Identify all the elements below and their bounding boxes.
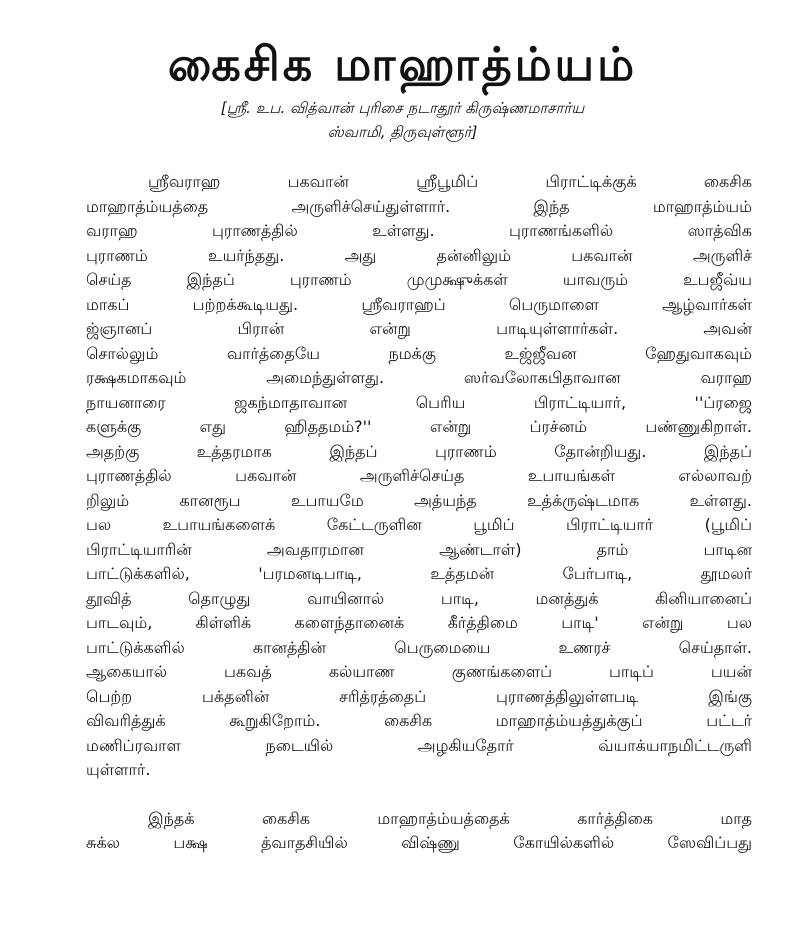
text-line: இந்தக் கைசிக மாஹாத்ம்யத்தைக் கார்த்திகை மாத: [148, 808, 752, 828]
text-line: பாட்டுக்களில் கானத்தின் பெருமையை உணரச் செய்தாள்.: [86, 637, 752, 657]
text-line: செய்த இந்தப் புராணம் முமுக்ஷுக்கள் யாவரும் உபஜீவ்ய: [86, 270, 752, 289]
article-body: [86, 170, 752, 856]
text-line: ஸ்ரீவராஹ பகவான் ஸ்ரீபூமிப் பிராட்டிக்குக் கைசிக: [148, 172, 752, 191]
text-line: விவரித்துக் கூறுகிறோம். கைசிக மாஹாத்ம்யத்துக்குப் பட்டர்: [86, 711, 752, 730]
text-line: தூவித் தொழுது வாயினால் பாடி, மனத்துக் கினியானைப்: [86, 588, 752, 608]
text-line: களுக்கு எது ஹிததமம்?'' என்று ப்ரச்னம் பண்ணுகிறாள்.: [86, 417, 752, 436]
text-line: மணிப்ரவாள நடையில் அழகியதோர் வ்யாக்யாநமிட்டருளி: [86, 735, 752, 755]
text-line: பெற்ற பக்தனின் சரித்ரத்தைப் புராணத்திலுள்ளபடி இங்கு: [86, 686, 752, 706]
text-line: பல உபாயங்களைக் கேட்டருளின பூமிப் பிராட்டியார் (பூமிப்: [86, 515, 752, 534]
byline-line-1: [ஸ்ரீ. உப. வித்வான் புரிசை நடாதூர் கிருஷ்ணமாசார்ய: [220, 99, 585, 117]
text-line: மாகப் பற்றக்கூடியது. ஸ்ரீவராஹப் பெருமாளை ஆழ்வார்கள்: [86, 294, 752, 314]
text-line: பாட்டுக்களில், 'பரமனடிபாடி, உத்தமன் பேர்பாடி, தூமலர்: [86, 564, 752, 583]
text-line: ரக்ஷகமாகவும் அமைந்துள்ளது. ஸர்வலோகபிதாவான வராஹ: [86, 368, 752, 387]
paragraph-spacer: [86, 783, 752, 807]
text-line: றிலும் கானரூப உபாயமே அத்யந்த உத்க்ருஷ்டமாக உள்ளது.: [86, 490, 752, 510]
text-line: பிராட்டியாரின் அவதாரமான ஆண்டாள்) தாம் பாடின: [86, 539, 752, 559]
text-line: நாயனாரை ஜகந்மாதாவான பெரிய பிராட்டியார், ''ப்ரஜை: [86, 392, 752, 412]
text-line: யுள்ளார்.: [86, 760, 151, 779]
author-byline: [0, 96, 805, 144]
text-line: அதற்கு உத்தரமாக இந்தப் புராணம் தோன்றியது. இந்தப்: [86, 441, 752, 461]
text-line: பாடவும், கிள்ளிக் களைந்தானைக் கீர்த்திமை பாடி' என்று பல: [86, 613, 752, 632]
article-title: கைசிக மாஹாத்ம்யம்: [167, 37, 638, 91]
text-line: ஜ்ஞானப் பிரான் என்று பாடியுள்ளார்கள். அவன்: [86, 319, 752, 338]
text-line: மாஹாத்ம்யத்தை அருளிச்செய்துள்ளார். இந்த மாஹாத்ம்யம்: [86, 196, 752, 216]
text-line: சுக்ல பக்ஷ த்வாதசியில் விஷ்ணு கோயில்களில் ஸேவிப்பது: [86, 833, 752, 852]
text-line: புராணத்தில் பகவான் அருளிச்செய்த உபாயங்கள் எல்லாவற்: [86, 466, 752, 485]
text-line: புராணம் உயர்ந்தது. அது தன்னிலும் பகவான் அருளிச்: [86, 245, 752, 265]
text-line: சொல்லும் வார்த்தையே நமக்கு உஜ்ஜீவன ஹேதுவாகவும்: [86, 343, 752, 363]
byline-line-2: ஸ்வாமி, திருவுள்ளூர்]: [327, 123, 478, 141]
text-line: வராஹ புராணத்தில் உள்ளது. புராணங்களில் ஸாத்விக: [86, 221, 752, 240]
text-line: ஆகையால் பகவத் கல்யாண குணங்களைப் பாடிப் பயன்: [86, 662, 752, 681]
